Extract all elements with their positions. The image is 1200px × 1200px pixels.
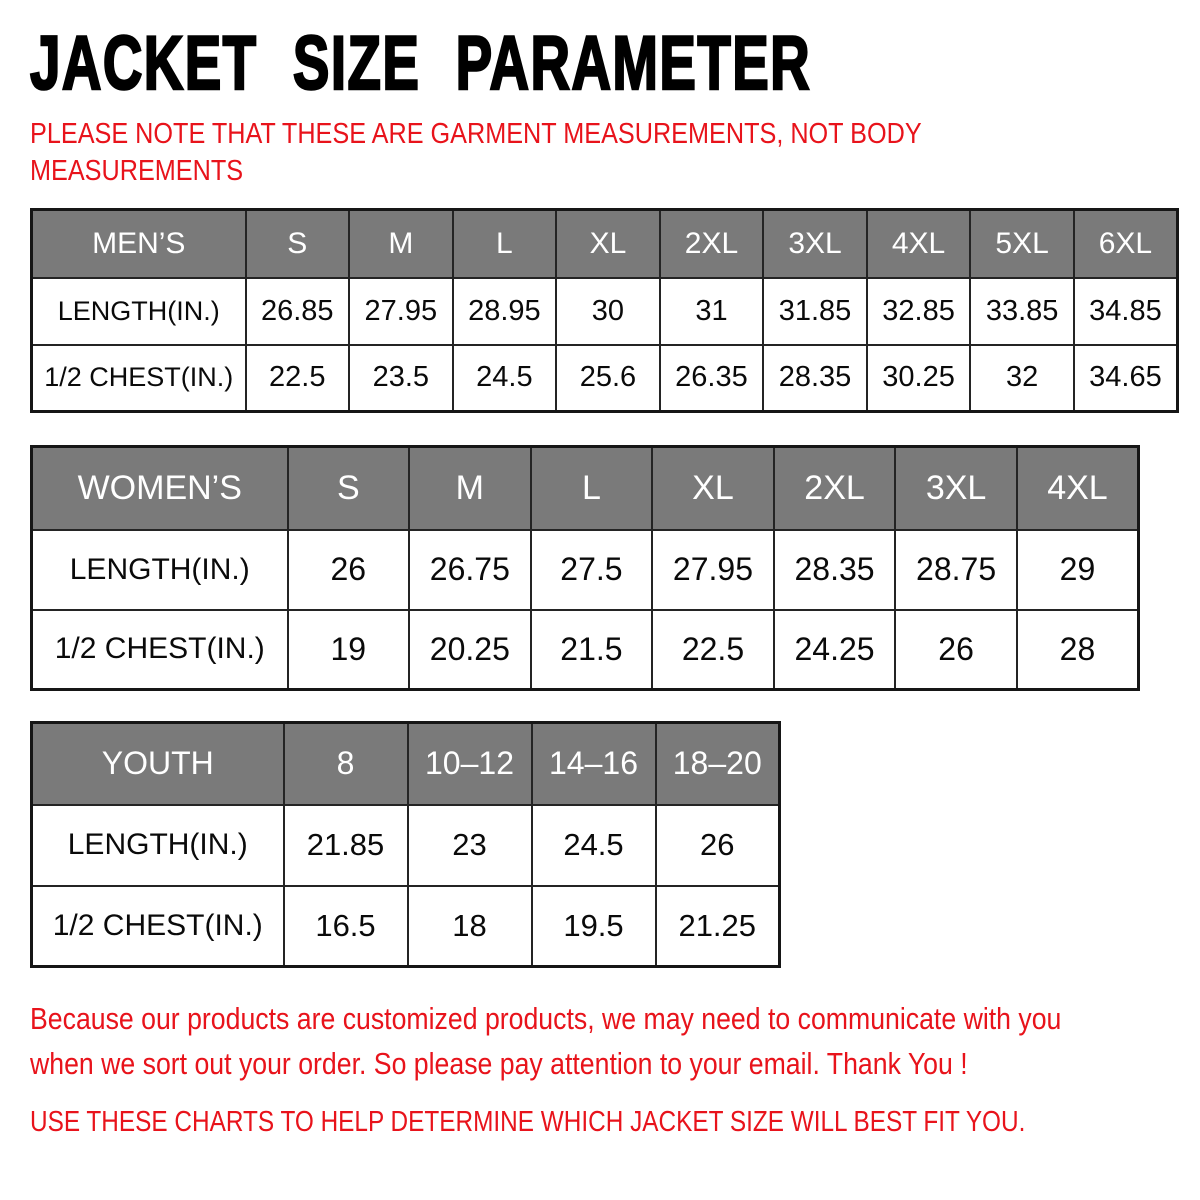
womens-measurement-value-cell: 28.75 <box>895 530 1017 610</box>
youth-size-table <box>30 721 781 968</box>
womens-measurement-value-cell: 21.5 <box>531 610 653 690</box>
customization-notice <box>30 996 1180 1086</box>
womens-row-label-cell: LENGTH(IN.) <box>32 530 288 610</box>
mens-measurement-value-cell: 28.35 <box>763 345 867 412</box>
womens-size-header-cell: XL <box>652 447 774 530</box>
womens-measurement-value-cell: 29 <box>1017 530 1139 610</box>
page-title <box>30 21 1180 106</box>
womens-measurement-row <box>32 530 1139 610</box>
jacket-size-chart-page <box>30 21 1180 1142</box>
mens-measurement-value-cell: 26.85 <box>246 278 350 345</box>
womens-measurement-value-cell: 28.35 <box>774 530 896 610</box>
womens-size-header-cell: M <box>409 447 531 530</box>
mens-measurement-value-cell: 26.35 <box>660 345 764 412</box>
womens-measurement-value-cell: 27.5 <box>531 530 653 610</box>
mens-measurement-row <box>32 345 1178 412</box>
youth-measurement-value-cell: 26 <box>656 805 780 886</box>
womens-measurement-value-cell: 28 <box>1017 610 1139 690</box>
mens-size-header-cell: 4XL <box>867 210 971 278</box>
mens-size-header-cell: L <box>453 210 557 278</box>
womens-size-header-cell: L <box>531 447 653 530</box>
youth-measurement-value-cell: 21.25 <box>656 886 780 967</box>
mens-category-cell: MEN’S <box>32 210 246 278</box>
mens-measurement-value-cell: 32 <box>970 345 1074 412</box>
mens-measurement-value-cell: 32.85 <box>867 278 971 345</box>
mens-measurement-value-cell: 23.5 <box>349 345 453 412</box>
mens-size-table <box>30 208 1179 413</box>
youth-size-header-cell: 18–20 <box>656 723 780 805</box>
mens-measurement-value-cell: 22.5 <box>246 345 350 412</box>
customization-notice-line-2: when we sort out your order. So please pay attention to your email. Thank You ! <box>30 1046 968 1081</box>
mens-measurement-value-cell: 25.6 <box>556 345 660 412</box>
mens-measurement-value-cell: 34.85 <box>1074 278 1178 345</box>
mens-measurement-row <box>32 278 1178 345</box>
womens-size-table <box>30 445 1140 691</box>
mens-measurement-value-cell: 24.5 <box>453 345 557 412</box>
womens-measurement-value-cell: 19 <box>288 610 410 690</box>
youth-header-row <box>32 723 780 805</box>
mens-size-header-cell: 3XL <box>763 210 867 278</box>
womens-category-cell: WOMEN’S <box>32 447 288 530</box>
mens-measurement-value-cell: 31 <box>660 278 764 345</box>
womens-measurement-value-cell: 26 <box>288 530 410 610</box>
mens-size-header-cell: XL <box>556 210 660 278</box>
mens-header-row <box>32 210 1178 278</box>
womens-measurement-value-cell: 22.5 <box>652 610 774 690</box>
womens-size-header-cell: S <box>288 447 410 530</box>
womens-row-label-cell: 1/2 CHEST(IN.) <box>32 610 288 690</box>
youth-measurement-value-cell: 23 <box>408 805 532 886</box>
mens-size-header-cell: 2XL <box>660 210 764 278</box>
youth-category-cell: YOUTH <box>32 723 284 805</box>
womens-measurement-value-cell: 27.95 <box>652 530 774 610</box>
youth-measurement-value-cell: 16.5 <box>284 886 408 967</box>
youth-size-header-cell: 8 <box>284 723 408 805</box>
fit-advice-text: USE THESE CHARTS TO HELP DETERMINE WHICH JACKET SIZE WILL BEST FIT YOU. <box>30 1106 1026 1138</box>
womens-measurement-row <box>32 610 1139 690</box>
womens-header-row <box>32 447 1139 530</box>
page-title-text: JACKET SIZE PARAMETER <box>30 21 812 106</box>
womens-size-header-cell: 2XL <box>774 447 896 530</box>
mens-row-label-cell: LENGTH(IN.) <box>32 278 246 345</box>
mens-measurement-value-cell: 28.95 <box>453 278 557 345</box>
youth-size-header-cell: 14–16 <box>532 723 656 805</box>
womens-measurement-value-cell: 26 <box>895 610 1017 690</box>
mens-size-header-cell: S <box>246 210 350 278</box>
youth-size-header-cell: 10–12 <box>408 723 532 805</box>
youth-measurement-value-cell: 24.5 <box>532 805 656 886</box>
fit-advice <box>30 1102 1180 1142</box>
mens-measurement-value-cell: 30 <box>556 278 660 345</box>
mens-measurement-value-cell: 34.65 <box>1074 345 1178 412</box>
mens-size-header-cell: 5XL <box>970 210 1074 278</box>
youth-measurement-value-cell: 21.85 <box>284 805 408 886</box>
womens-measurement-value-cell: 24.25 <box>774 610 896 690</box>
garment-measurement-note <box>30 116 1180 190</box>
mens-measurement-value-cell: 31.85 <box>763 278 867 345</box>
youth-measurement-value-cell: 19.5 <box>532 886 656 967</box>
mens-measurement-value-cell: 30.25 <box>867 345 971 412</box>
youth-measurement-row <box>32 805 780 886</box>
customization-notice-line-1: Because our products are customized products, we may need to communicate with you <box>30 1001 1062 1036</box>
womens-size-header-cell: 3XL <box>895 447 1017 530</box>
womens-size-header-cell: 4XL <box>1017 447 1139 530</box>
garment-note-line-1: PLEASE NOTE THAT THESE ARE GARMENT MEASUREMENTS, NOT BODY <box>30 118 922 150</box>
youth-measurement-row <box>32 886 780 967</box>
youth-row-label-cell: LENGTH(IN.) <box>32 805 284 886</box>
mens-size-header-cell: M <box>349 210 453 278</box>
youth-measurement-value-cell: 18 <box>408 886 532 967</box>
mens-measurement-value-cell: 33.85 <box>970 278 1074 345</box>
mens-row-label-cell: 1/2 CHEST(IN.) <box>32 345 246 412</box>
mens-size-header-cell: 6XL <box>1074 210 1178 278</box>
youth-row-label-cell: 1/2 CHEST(IN.) <box>32 886 284 967</box>
mens-measurement-value-cell: 27.95 <box>349 278 453 345</box>
womens-measurement-value-cell: 20.25 <box>409 610 531 690</box>
womens-measurement-value-cell: 26.75 <box>409 530 531 610</box>
garment-note-line-2: MEASUREMENTS <box>30 155 244 187</box>
